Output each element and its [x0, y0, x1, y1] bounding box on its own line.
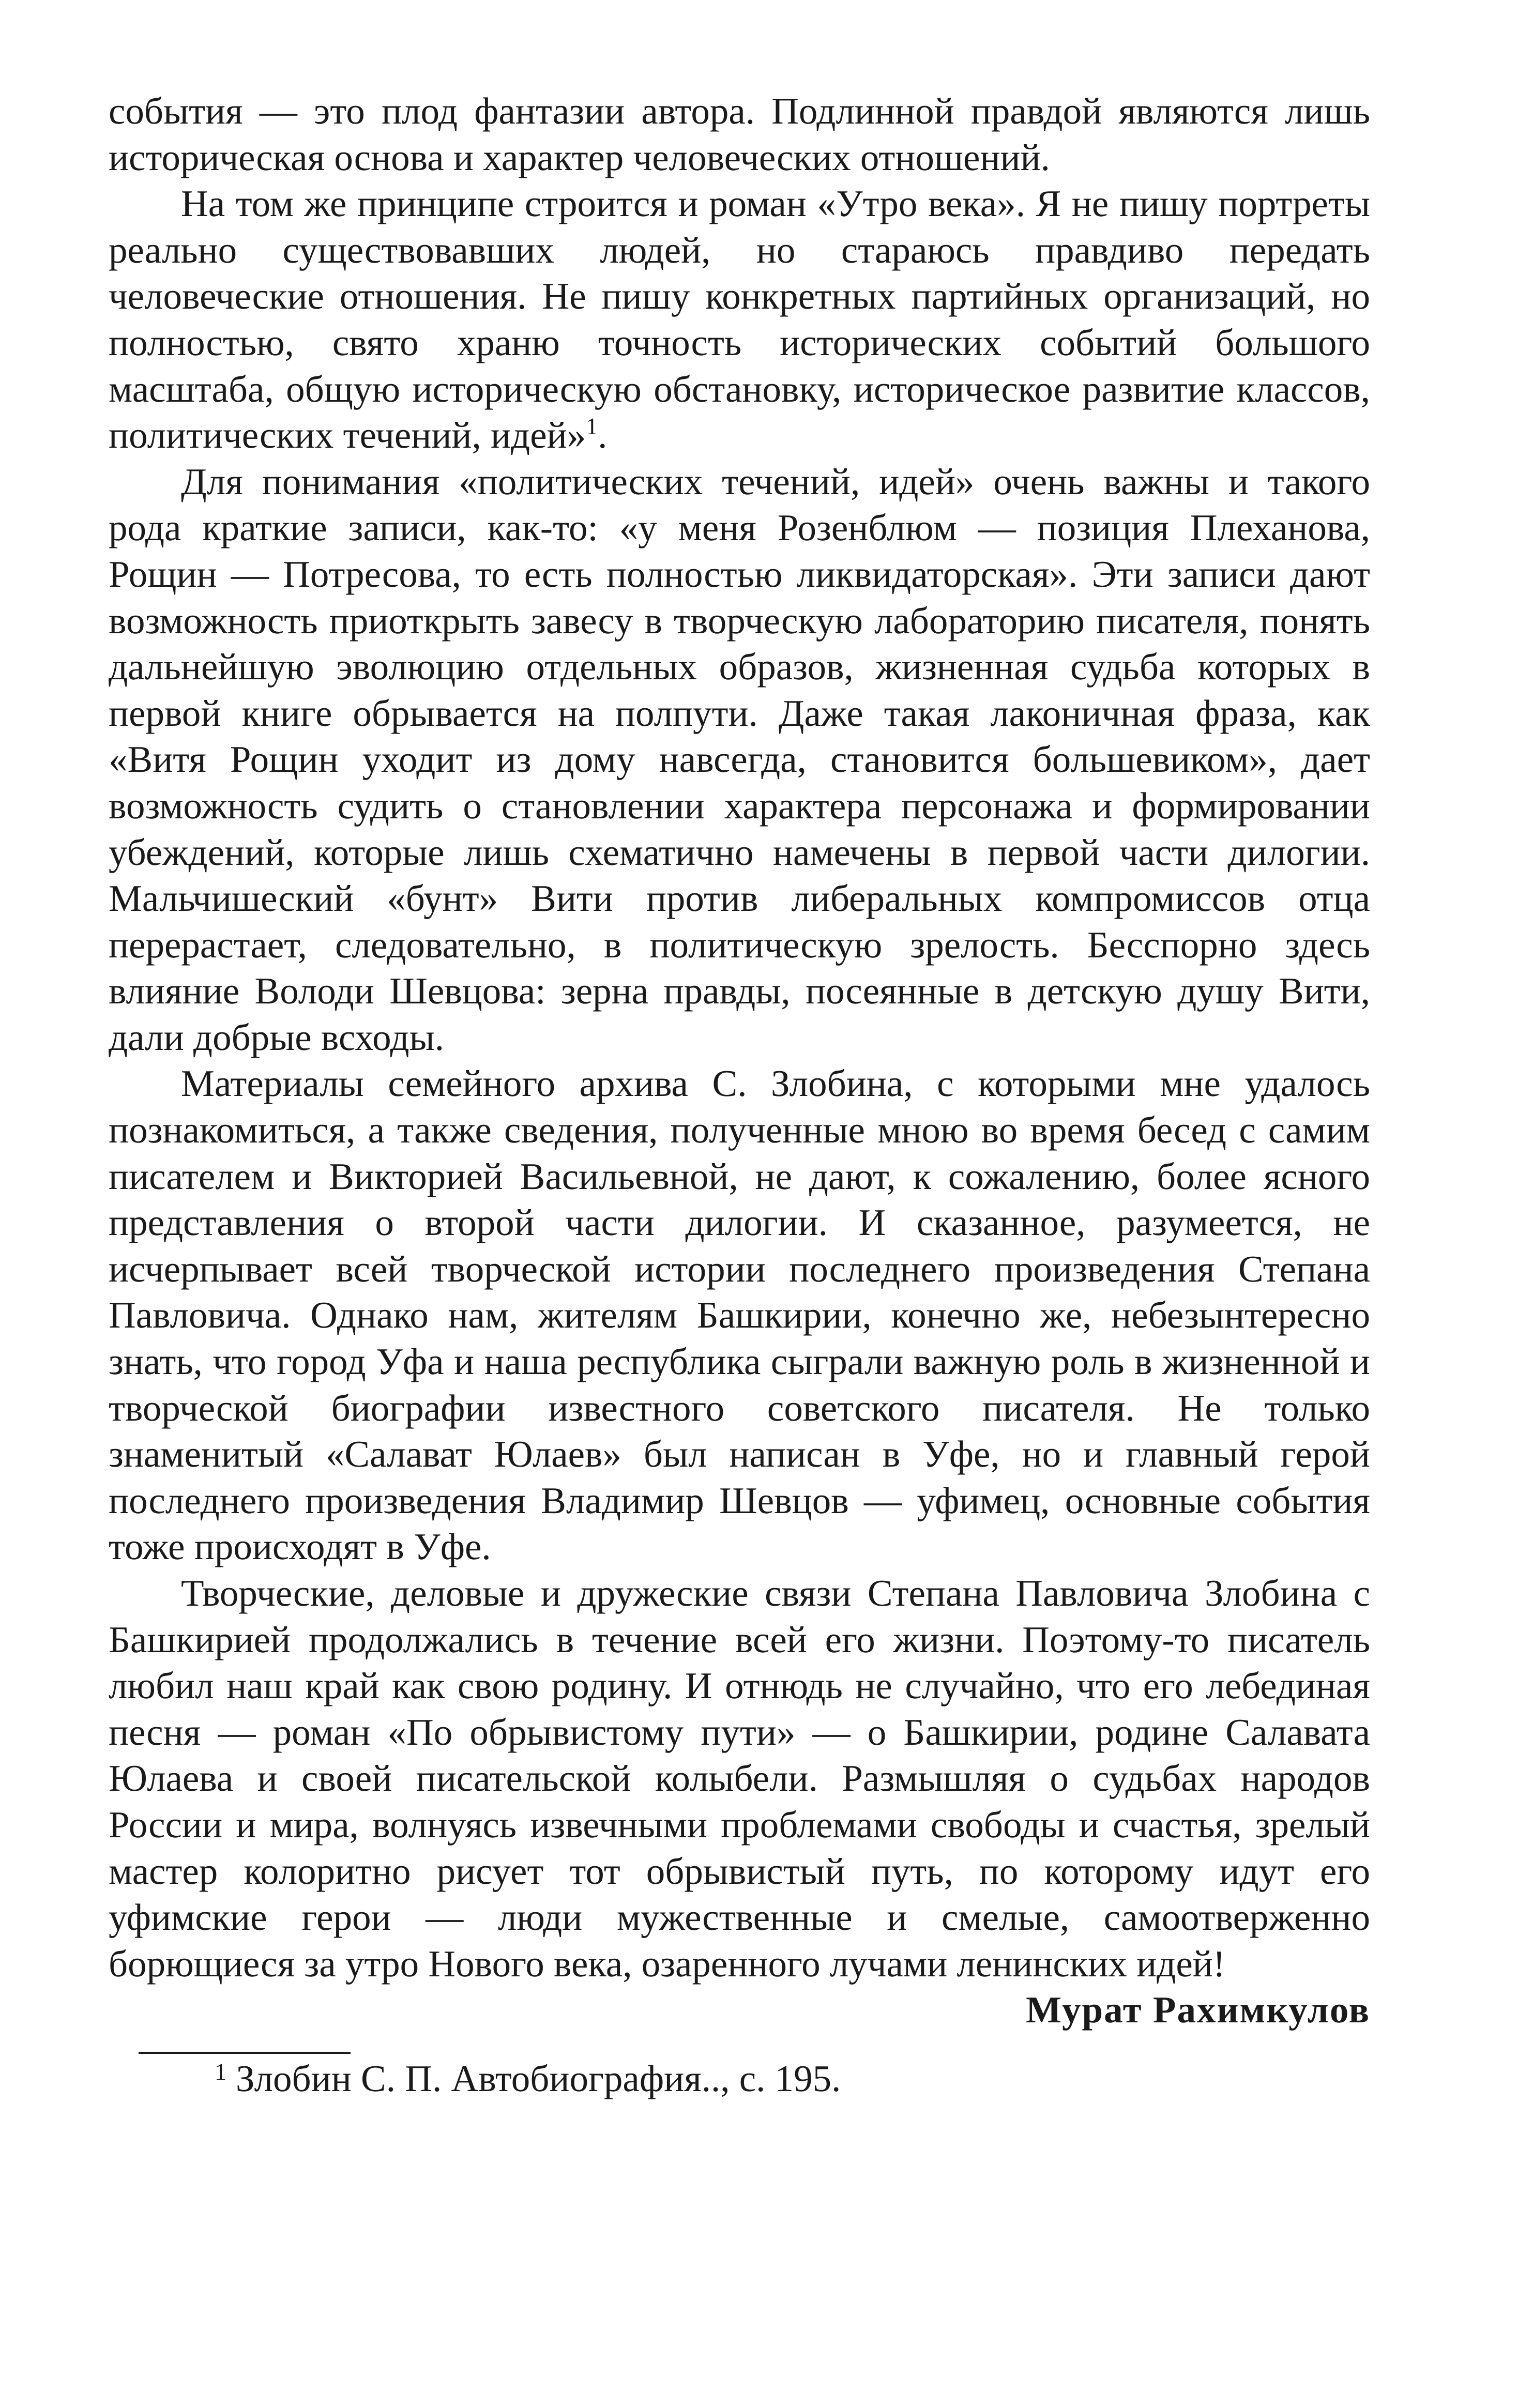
- paragraph-1: события — это плод фантазии автора. Подлинной правдой являются лишь историческая основа и характер человеческих отношений.: [109, 90, 1370, 178]
- footnote: [109, 2054, 1370, 2104]
- footnote-mark: 1: [215, 2058, 226, 2085]
- paragraph-3: Для понимания «политических течений, идей» очень важны и такого рода краткие записи, как-то: «у меня Розенблюм — позиция Плеханова, Рощин — Потресова, то есть полностью ликвидаторская». Эти записи дают возможность приоткрыть завесу в творческую лабораторию писателя, понять дальнейшую эволюцию отдельных образов, жизненная судьба которых в первой книге обрывается на полпути. Даже такая лаконичная фраза, как «Витя Рощин уходит из дому навсегда, становится большевиком», дает возможность судить о становлении характера персонажа и формировании убеждений, которые лишь схематично намечены в первой части дилогии. Мальчишеский «бунт» Вити против либеральных компромиссов отца перерастает, следовательно, в политическую зрелость. Бесспорно здесь влияние Володи Шевцова: зерна правды, посеянные в детскую душу Вити, дали добрые всходы.: [109, 460, 1370, 1058]
- author-signature: Мурат Рахимкулов: [1026, 1989, 1370, 2031]
- paragraph-5: Творческие, деловые и дружеские связи Степана Павловича Злобина с Башкирией продолжались в течение всей его жизни. Поэтому-то писатель любил наш край как свою родину. И отнюдь не случайно, что его лебединая песня — роман «По обрывистому пути» — о Башкирии, родине Салавата Юлаева и своей писательской колыбели. Размышляя о судьбах народов России и мира, волнуясь извечными проблемами свободы и счастья, зрелый мастер колоритно рисует тот обрывистый путь, по которому идут его уфимские герои — люди мужественные и смелые, самоотверженно борющиеся за утро Нового века, озаренного лучами ленинских идей!: [109, 1572, 1370, 1985]
- paragraph-2-text: На том же принципе строится и роман «Утро века». Я не пишу портреты реально существовавших людей, но стараюсь правдиво передать человеческие отношения. Не пишу конкретных партийных организаций, но полностью, свято храню точность исторических событий большого масштаба, общую историческую обстановку, историческое развитие классов, политических течений, идей»: [109, 182, 1370, 456]
- paragraph-4: Материалы семейного архива С. Злобина, с которыми мне удалось познакомиться, а также сведения, полученные мною во время бесед с самим писателем и Викторией Васильевной, не дают, к сожалению, более ясного представления о второй части дилогии. И сказанное, разумеется, не исчерпывает всей творческой истории последнего произведения Степана Павловича. Однако нам, жителям Башкирии, конечно же, небезынтересно знать, что город Уфа и наша республика сыграли важную роль в жизненной и творческой биографии известного советского писателя. Не только знаменитый «Салават Юлаев» был написан в Уфе, но и главный герой последнего произведения Владимир Шевцов — уфимец, основные события тоже происходят в Уфе.: [109, 1062, 1370, 1568]
- footnote-reference-trail: .: [598, 414, 608, 456]
- footnote-text: Злобин С. П. Автобиография.., с. 195.: [236, 2057, 841, 2099]
- page-body: [109, 88, 1370, 2104]
- paragraph-2: [109, 180, 1370, 459]
- footnote-reference: 1: [586, 413, 598, 440]
